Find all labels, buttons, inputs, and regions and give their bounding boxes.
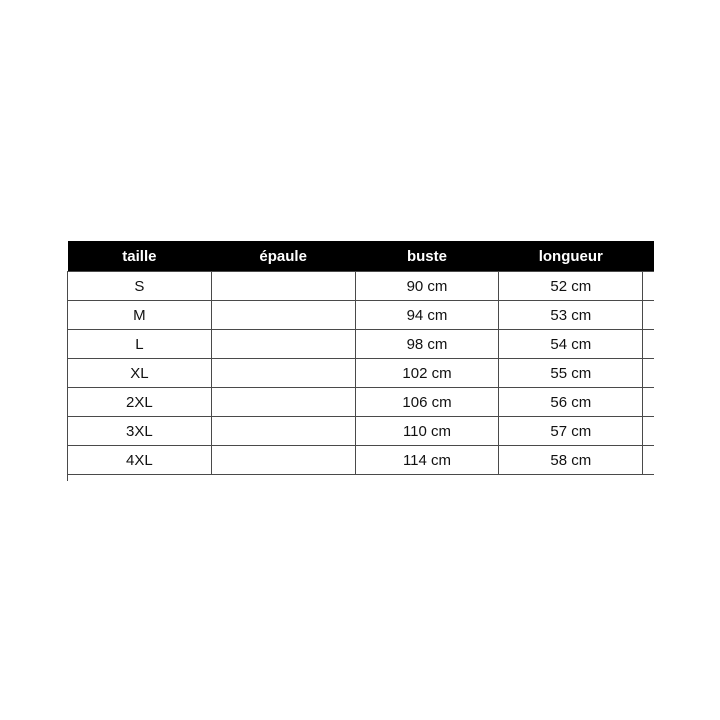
cell-taille: 2XL	[68, 388, 212, 417]
cell-buste: 94 cm	[355, 301, 499, 330]
cell-taille: L	[68, 330, 212, 359]
size-chart	[67, 241, 654, 481]
cell-longueur: 55 cm	[499, 359, 643, 388]
cell-cutoff	[68, 475, 212, 482]
cell-cutoff	[355, 475, 499, 482]
cell-extra	[643, 417, 654, 446]
header-taille: taille	[68, 241, 212, 272]
table-row	[68, 446, 655, 475]
cell-epaule	[211, 388, 355, 417]
cell-longueur: 52 cm	[499, 272, 643, 301]
table-row	[68, 359, 655, 388]
cell-buste: 102 cm	[355, 359, 499, 388]
cell-taille: S	[68, 272, 212, 301]
cell-epaule	[211, 359, 355, 388]
cell-cutoff	[211, 475, 355, 482]
cell-longueur: 53 cm	[499, 301, 643, 330]
cell-extra	[643, 359, 654, 388]
cell-longueur: 54 cm	[499, 330, 643, 359]
cell-buste: 98 cm	[355, 330, 499, 359]
cell-taille: 4XL	[68, 446, 212, 475]
header-epaule: épaule	[211, 241, 355, 272]
header-longueur: longueur	[499, 241, 643, 272]
cell-buste: 106 cm	[355, 388, 499, 417]
cell-cutoff	[643, 475, 654, 482]
cell-extra	[643, 272, 654, 301]
cell-cutoff	[499, 475, 643, 482]
cell-extra	[643, 446, 654, 475]
header-buste: buste	[355, 241, 499, 272]
header-row	[68, 241, 655, 272]
cell-longueur: 57 cm	[499, 417, 643, 446]
cell-epaule	[211, 330, 355, 359]
table-row	[68, 272, 655, 301]
cell-epaule	[211, 417, 355, 446]
table-row-cutoff	[68, 475, 655, 482]
cell-buste: 110 cm	[355, 417, 499, 446]
header-extra	[643, 241, 654, 272]
table-row	[68, 330, 655, 359]
cell-taille: M	[68, 301, 212, 330]
cell-buste: 90 cm	[355, 272, 499, 301]
size-table	[67, 241, 654, 481]
cell-epaule	[211, 272, 355, 301]
table-row	[68, 417, 655, 446]
cell-longueur: 56 cm	[499, 388, 643, 417]
cell-longueur: 58 cm	[499, 446, 643, 475]
table-row	[68, 388, 655, 417]
cell-extra	[643, 301, 654, 330]
cell-buste: 114 cm	[355, 446, 499, 475]
cell-epaule	[211, 301, 355, 330]
cell-epaule	[211, 446, 355, 475]
cell-taille: 3XL	[68, 417, 212, 446]
cell-extra	[643, 330, 654, 359]
cell-taille: XL	[68, 359, 212, 388]
table-row	[68, 301, 655, 330]
cell-extra	[643, 388, 654, 417]
